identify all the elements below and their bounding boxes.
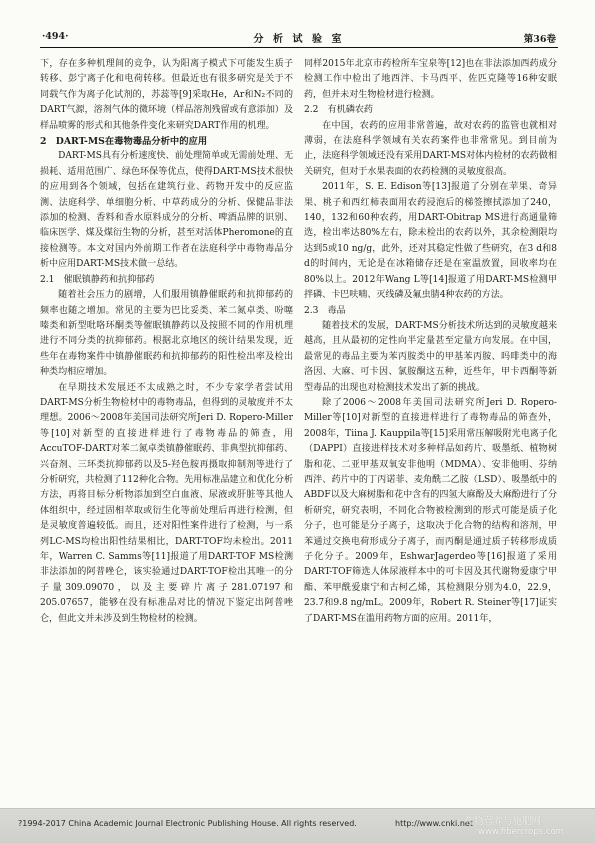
cnki-footer bbox=[0, 808, 595, 843]
right-column bbox=[304, 57, 557, 807]
section-heading-2: 2 DART-MS在毒物毒品分析中的应用 bbox=[40, 136, 208, 148]
watermark-text: 作物营养与施肥网 bbox=[465, 816, 542, 827]
paragraph-beijing-2015: 同样2015年北京市药检所车宝泉等[12]也在非法添加西药成分检测工作中检出了地西泮、卡马西平、佐匹克隆等16种安眠药，但并未对生物检材进行检测。 bbox=[304, 59, 557, 100]
cnki-link[interactable]: http://www.cnki.net bbox=[395, 819, 473, 828]
paragraph-sedatives: 随着社会压力的剧增，人们服用镇静催眠药和抗抑郁药的频率也随之增加。常见的主要为巴比妥类、苯二氮卓类、吩噻嗪类和新型吡咯环酮类等催眠镇静药以及按照不同的作用机理进行不同分类的抗抑郁药。根据北京地区的统计结果发现，近些年在毒物案件中镇静催眠药和抗抑郁药的阳性检出率及检出种类均相应增加。 bbox=[40, 290, 293, 378]
copyright-notice: ?1994-2017 China Academic Journal Electronic Publishing House. All rights reserved. bbox=[18, 819, 357, 828]
paragraph-kauppila: 除了2006～2008年美国司法研究所Jeri D. Ropero-Miller等[10]对新型的直接进样进行了毒物毒品的筛查外，2008年，Tiina J. Kauppila等[15]采用常压解吸附光电离子化（DAPPI）直接进样技术对多种样品如药片、吸墨纸、植物树脂和花、二亚甲基双氧安非他明（MDMA）、安非他明、芬纳西泮、药片中的丁丙诺菲、麦角酰二乙胺（LSD）、吸墨纸中的ABDF以及大麻树脂和花中含有的四氢大麻酚及大麻酚进行了分析研究，研究表明，不同化合物被检测到的形式可能是质子化分子，也可能是分子离子，这取决于化合物的结构和溶剂，甲苯通过交换电荷形成分子离子，而丙酮是通过质子转移形成质子化分子。2009年，EshwarJagerdeo等[16]报道了采用DART-TOF筛选人体尿液样本中的可卡因及其代谢物爱康宁甲酯、苯甲酰爱康宁和古柯乙烯，其检测限分别为4.0，22.9，23.7和9.8 ng/mL。2009年，Robert R. Steiner等[17]证实了DART-MS在滥用药物方面的应用。2011年， bbox=[304, 397, 557, 624]
running-header bbox=[40, 27, 558, 48]
journal-title: 分 析 试 验 室 bbox=[253, 34, 345, 45]
page-number: ·494· bbox=[42, 31, 69, 42]
watermark-url: www.fibercrops.com bbox=[478, 827, 564, 837]
paragraph-early-dart: 在早期技术发展还不太成熟之时，不少专家学者尝试用DART-MS分析生物检材中的毒物毒品，但得到的灵敏度并不太理想。2006～2008年美国司法研究所Jeri D. Ropero-Miller等[10]对新型的直接进样进行了毒物毒品的筛查，用AccuTOF-DART对苯二氮卓类镇静催眠药、非典型抗抑郁药、兴奋剂、三环类抗抑郁药以及5-羟色胺再摄取抑制剂等进行了分析研究，共检测了112种化合物。先用标准品建立和优化分析方法，再将目标分析物添加到空白血液、尿液或肝脏等其他人体组织中，经过固相萃取或衍生化等前处理后再进行检测，但是灵敏度普遍较低。而且，还对阳性案件进行了检测，与一系列LC-MS均检出阳性结果相比，DART-TOF均未检出。2011年，Warren C. Samms等[11]报道了用DART-TOF MS检测非法添加的阿普唑仑，该实验通过DART-TOF检出其唯一的分子量309.09070，以及主要碎片离子281.07197和205.07657，能够在没有标准品对比的情况下鉴定出阿普唑仑，但此文并未涉及到生物检材的检测。 bbox=[40, 382, 293, 624]
subsection-heading-2-2: 2.2 有机磷农药 bbox=[304, 105, 374, 116]
paragraph-pesticides: 在中国，农药的应用非常普遍，故对农药的监管也就相对薄弱，在法庭科学领域有关农药案件也非常常见。到目前为止，法庭科学领域还没有采用DART-MS对体内检材的农药做相关研究，但对于水果表面的农药检测的灵敏度很高。 bbox=[304, 120, 557, 177]
volume-label: 第36卷 bbox=[523, 34, 556, 45]
subsection-heading-2-1: 2.1 催眠镇静药和抗抑郁药 bbox=[40, 274, 155, 285]
paragraph-edison: 2011年，S. E. Edison等[13]报道了分别在苹果、奇异果、桃子和西红柿表面用农药浸泡后的梯签擦拭添加了240，140，132和60种农药，用DART-Obitrap MS进行高通量筛选，检出率达80%左右，除未检出的农药以外，其余检测限均达到5或10 ng/g，此外，还对其稳定性做了些研究，在3 d和8 d的时间内，无论是在冰箱储存还是在室温放置，回收率均在80%以上。2012年Wang L等[14]报道了用DART-MS检测甲拌磷、卡巴呋喃、灭线磷及氟虫腈4种农药的方法。 bbox=[304, 182, 557, 301]
paragraph-section-2: DART-MS具有分析速度快、前处理简单或无需前处理、无损耗、适用范围广、绿色环保等优点，使得DART-MS技术很快的应用到各个领域，包括在建筑行业、药物开发中的反应监测、法庭科学、单细胞分析、中草药成分的分析、保健品非法添加的检测、香料和香水原料成分的分析、啤酒品牌的识别、临床医学、煤及煤衍生物的分析，甚至对活体Pheromone的直接检测等。本文对国内外前期工作者在法庭科学中毒物毒品分析中应用DART-MS技术做一总结。 bbox=[40, 151, 293, 270]
paragraph-drugs: 随着技术的发展，DART-MS分析技术所达到的灵敏度越来越高，且从最初的定性向半定量甚至定量方向发展。在中国，最常见的毒品主要为苯丙胺类中的甲基苯丙胺、吗啡类中的海洛因、大麻、可卡因、氯胺酮这五种，近些年，甲卡西酮等新型毒品的出现也对检测技术发出了新的挑战。 bbox=[304, 320, 557, 393]
left-column bbox=[40, 57, 293, 807]
paragraph-continued: 下，存在多种机理间的竞争，认为阳离子模式下可能发生质子转移、彭宁离子化和电荷转移。但最近也有很多研究是关于不同载气作为离子化试剂的，苏蕊等[9]采取He，Ar和N₂不同的DART气源，溶剂气体的微环境（样品溶剂残留或有意添加）及样品喷雾的形式和其他条件变化来研究DART作用的机理。 bbox=[40, 59, 293, 131]
subsection-heading-2-3: 2.3 毒品 bbox=[304, 305, 346, 316]
